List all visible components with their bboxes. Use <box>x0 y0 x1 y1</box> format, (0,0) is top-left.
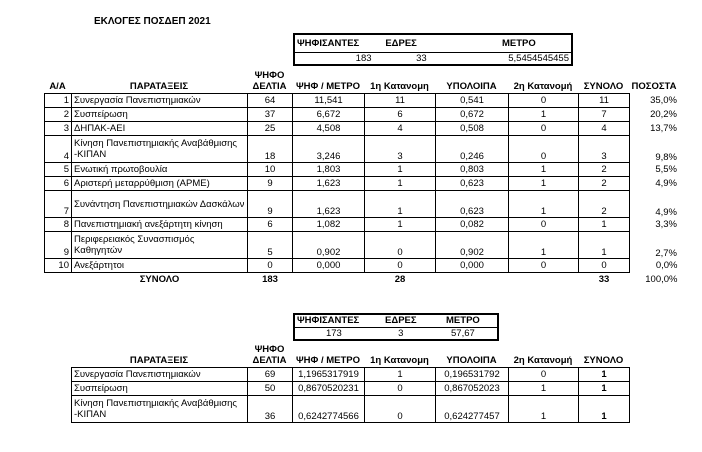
table-row <box>45 177 680 191</box>
row-remainder: 0,672 <box>436 108 509 122</box>
row-party: Ενωτική πρωτοβουλία <box>72 163 248 177</box>
row-vote-metro: 4,508 <box>293 122 365 136</box>
row-votes: 36 <box>248 396 293 423</box>
totals-row <box>45 273 680 286</box>
row-second-allocation: 0 <box>509 218 579 232</box>
row-party: Συσπείρωση <box>72 382 248 396</box>
row-vote-metro: 0,8670520231 <box>293 382 365 396</box>
table-row <box>72 368 630 382</box>
table-row <box>45 191 680 218</box>
row-remainder: 0,196531792 <box>436 368 509 382</box>
summary2-voters-label: ΨΗΦΙΣΑΝΤΕΣ <box>297 315 360 327</box>
row-vote-metro: 0,6242774566 <box>293 396 365 423</box>
t2-header-remainder: ΥΠΟΛΟΙΠΑ <box>446 355 497 366</box>
table-row <box>45 94 680 108</box>
table-row <box>45 218 680 232</box>
row-total: 1 <box>579 218 630 232</box>
row-second-allocation: 1 <box>509 108 579 122</box>
header-percent: ΠΟΣΟΣΤΑ <box>631 81 677 92</box>
row-party: Περιφερειακός Συνασπισμός Καθηγητών <box>72 232 248 259</box>
row-vote-metro: 6,672 <box>293 108 365 122</box>
row-total: 3 <box>579 136 630 163</box>
row-party: ΔΗΠΑΚ-ΑΕΙ <box>72 122 248 136</box>
row-remainder: 0,624277457 <box>436 396 509 423</box>
row-party: Ανεξάρτητοι <box>72 259 248 273</box>
summary2-metro-label: ΜΕΤΡΟ <box>446 315 480 327</box>
row-remainder: 0,623 <box>436 191 509 218</box>
t2-header-vote-metro: ΨΗΦ / ΜΕΤΡΟ <box>295 355 361 366</box>
row-index: 5 <box>45 163 72 177</box>
row-percent: 5,5% <box>655 164 677 175</box>
row-first-allocation: 1 <box>365 177 436 191</box>
totals-votes: 183 <box>262 273 278 285</box>
row-percent: 3,3% <box>655 219 677 230</box>
row-vote-metro: 1,082 <box>293 218 365 232</box>
row-percent: 2,7% <box>655 247 677 259</box>
row-remainder: 0,508 <box>436 122 509 136</box>
document-title: ΕΚΛΟΓΕΣ ΠΟΣΔΕΠ 2021 <box>94 16 211 27</box>
row-first-allocation: 1 <box>365 218 436 232</box>
row-first-allocation: 1 <box>365 191 436 218</box>
row-first-allocation: 4 <box>365 122 436 136</box>
row-percent: 20,2% <box>650 109 677 120</box>
row-first-allocation: 0 <box>365 259 436 273</box>
summary1-metro-value: 5,5454545455 <box>429 52 572 65</box>
row-second-allocation: 0 <box>509 368 579 382</box>
summary2-seats-label: ΕΔΡΕΣ <box>385 315 417 327</box>
row-party: Κίνηση Πανεπιστημιακής Αναβάθμισης -ΚΙΠΑΝ <box>72 136 248 163</box>
totals-total: 33 <box>598 273 610 285</box>
row-first-allocation: 11 <box>365 94 436 108</box>
row-second-allocation: 1 <box>509 163 579 177</box>
header-aa: Α/Α <box>49 81 66 92</box>
row-percent: 0,0% <box>655 260 678 271</box>
row-votes: 50 <box>248 382 293 396</box>
header-votes: ΨΗΦΟ ΔΕΛΤΙΑ <box>252 70 287 92</box>
row-second-allocation: 0 <box>509 136 579 163</box>
t2-header-second-allocation: 2η Κατανομή <box>513 355 573 366</box>
table-row <box>72 396 630 423</box>
results-table <box>44 68 679 92</box>
summary-box-2 <box>293 313 499 341</box>
row-percent: 4,9% <box>655 206 677 218</box>
row-index: 4 <box>45 136 72 163</box>
results-body <box>44 93 680 286</box>
row-first-allocation: 1 <box>365 368 436 382</box>
row-votes: 18 <box>248 136 293 163</box>
t2-header-votes: ΨΗΦΟ ΔΕΛΤΙΑ <box>252 344 287 366</box>
row-total: 4 <box>579 122 630 136</box>
table-row <box>72 382 630 396</box>
summary2-seats-value: 3 <box>373 327 429 340</box>
row-remainder: 0,082 <box>436 218 509 232</box>
row-votes: 25 <box>248 122 293 136</box>
row-votes: 6 <box>248 218 293 232</box>
row-first-allocation: 1 <box>365 163 436 177</box>
row-votes: 0 <box>248 259 293 273</box>
header-second-allocation: 2η Κατανομή <box>513 81 573 92</box>
row-second-allocation: 1 <box>509 177 579 191</box>
row-party: Συνεργασία Πανεπιστημιακών <box>72 94 248 108</box>
row-remainder: 0,902 <box>436 232 509 259</box>
row-total: 1 <box>579 368 630 382</box>
header-vote-metro: ΨΗΦ / ΜΕΤΡΟ <box>295 81 361 92</box>
row-index: 7 <box>45 191 72 218</box>
row-remainder: 0,541 <box>436 94 509 108</box>
row-second-allocation: 0 <box>509 122 579 136</box>
row-vote-metro: 1,803 <box>293 163 365 177</box>
t2-header-party: ΠΑΡΑΤΑΞΕΙΣ <box>129 355 189 366</box>
row-index: 3 <box>45 122 72 136</box>
row-party: Συνεργασία Πανεπιστημιακών <box>72 368 248 382</box>
row-total: 0 <box>579 259 630 273</box>
row-remainder: 0,000 <box>436 259 509 273</box>
row-remainder: 0,623 <box>436 177 509 191</box>
summary1-seats-label: ΕΔΡΕΣ <box>385 37 417 49</box>
row-votes: 69 <box>248 368 293 382</box>
table-row <box>45 122 680 136</box>
header-total: ΣΥΝΟΛΟ <box>583 81 624 92</box>
row-index: 1 <box>45 94 72 108</box>
row-second-allocation: 1 <box>509 382 579 396</box>
row-party: Κίνηση Πανεπιστημιακής Αναβάθμισης -ΚΙΠΑΝ <box>72 396 248 423</box>
row-votes: 64 <box>248 94 293 108</box>
row-remainder: 0,803 <box>436 163 509 177</box>
row-first-allocation: 3 <box>365 136 436 163</box>
row-vote-metro: 1,1965317919 <box>293 368 365 382</box>
row-percent: 9,8% <box>655 151 677 163</box>
row-total: 2 <box>579 177 630 191</box>
summary1-seats-value: 33 <box>374 52 429 65</box>
table-row <box>45 232 680 259</box>
row-total: 1 <box>579 382 630 396</box>
row-vote-metro: 11,541 <box>293 94 365 108</box>
row-total: 1 <box>579 396 630 423</box>
totals-label: ΣΥΝΟΛΟ <box>139 273 180 285</box>
table-row <box>45 108 680 122</box>
row-index: 6 <box>45 177 72 191</box>
summary1-voters-value: 183 <box>294 52 374 65</box>
t2-header-first-allocation: 1η Κατανομη <box>370 355 429 366</box>
row-party: Συσπείρωση <box>72 108 248 122</box>
row-first-allocation: 0 <box>365 232 436 259</box>
row-percent: 13,7% <box>650 123 677 134</box>
row-votes: 9 <box>248 177 293 191</box>
summary2-voters-value: 173 <box>294 327 373 340</box>
row-vote-metro: 1,623 <box>293 191 365 218</box>
row-votes: 5 <box>248 232 293 259</box>
table-row <box>45 163 680 177</box>
row-index: 2 <box>45 108 72 122</box>
row-vote-metro: 1,623 <box>293 177 365 191</box>
row-index: 8 <box>45 218 72 232</box>
row-vote-metro: 0,000 <box>293 259 365 273</box>
row-total: 1 <box>579 232 630 259</box>
results-table-2-header <box>71 342 629 366</box>
totals-percent: 100,0% <box>645 273 678 285</box>
row-first-allocation: 0 <box>365 382 436 396</box>
results-table-2 <box>71 367 630 423</box>
summary-box-1 <box>293 33 573 66</box>
row-votes: 37 <box>248 108 293 122</box>
t2-header-total: ΣΥΝΟΛΟ <box>583 355 624 366</box>
row-party: Πανεπιστημιακή ανεξάρτητη κίνηση <box>72 218 248 232</box>
summary1-voters-label: ΨΗΦΙΣΑΝΤΕΣ <box>297 37 360 49</box>
summary1-metro-label: ΜΕΤΡΟ <box>501 37 536 49</box>
header-remainder: ΥΠΟΛΟΙΠΑ <box>446 81 497 92</box>
row-total: 7 <box>579 108 630 122</box>
summary2-metro-value: 57,67 <box>429 327 498 340</box>
row-party: Συνάντηση Πανεπιστημιακών Δασκάλων <box>72 191 248 218</box>
header-party: ΠΑΡΑΤΑΞΕΙΣ <box>129 81 189 92</box>
row-remainder: 0,246 <box>436 136 509 163</box>
row-second-allocation: 0 <box>509 94 579 108</box>
header-first-allocation: 1η Κατανομη <box>370 81 429 92</box>
row-votes: 10 <box>248 163 293 177</box>
row-total: 11 <box>579 94 630 108</box>
row-second-allocation: 1 <box>509 396 579 423</box>
table-row <box>45 136 680 163</box>
row-vote-metro: 0,902 <box>293 232 365 259</box>
row-votes: 9 <box>248 191 293 218</box>
row-second-allocation: 1 <box>509 232 579 259</box>
row-vote-metro: 3,246 <box>293 136 365 163</box>
row-party: Αριστερή μεταρρύθμιση (ΑΡΜΕ) <box>72 177 248 191</box>
row-first-allocation: 6 <box>365 108 436 122</box>
totals-first: 28 <box>394 273 406 285</box>
row-index: 10 <box>45 259 72 273</box>
row-percent: 4,9% <box>655 178 677 189</box>
row-second-allocation: 1 <box>509 191 579 218</box>
row-first-allocation: 0 <box>365 396 436 423</box>
row-second-allocation: 0 <box>509 259 579 273</box>
row-index: 9 <box>45 232 72 259</box>
row-total: 2 <box>579 191 630 218</box>
row-remainder: 0,867052023 <box>436 382 509 396</box>
row-percent: 35,0% <box>650 95 677 106</box>
table-row <box>45 259 680 273</box>
row-total: 2 <box>579 163 630 177</box>
